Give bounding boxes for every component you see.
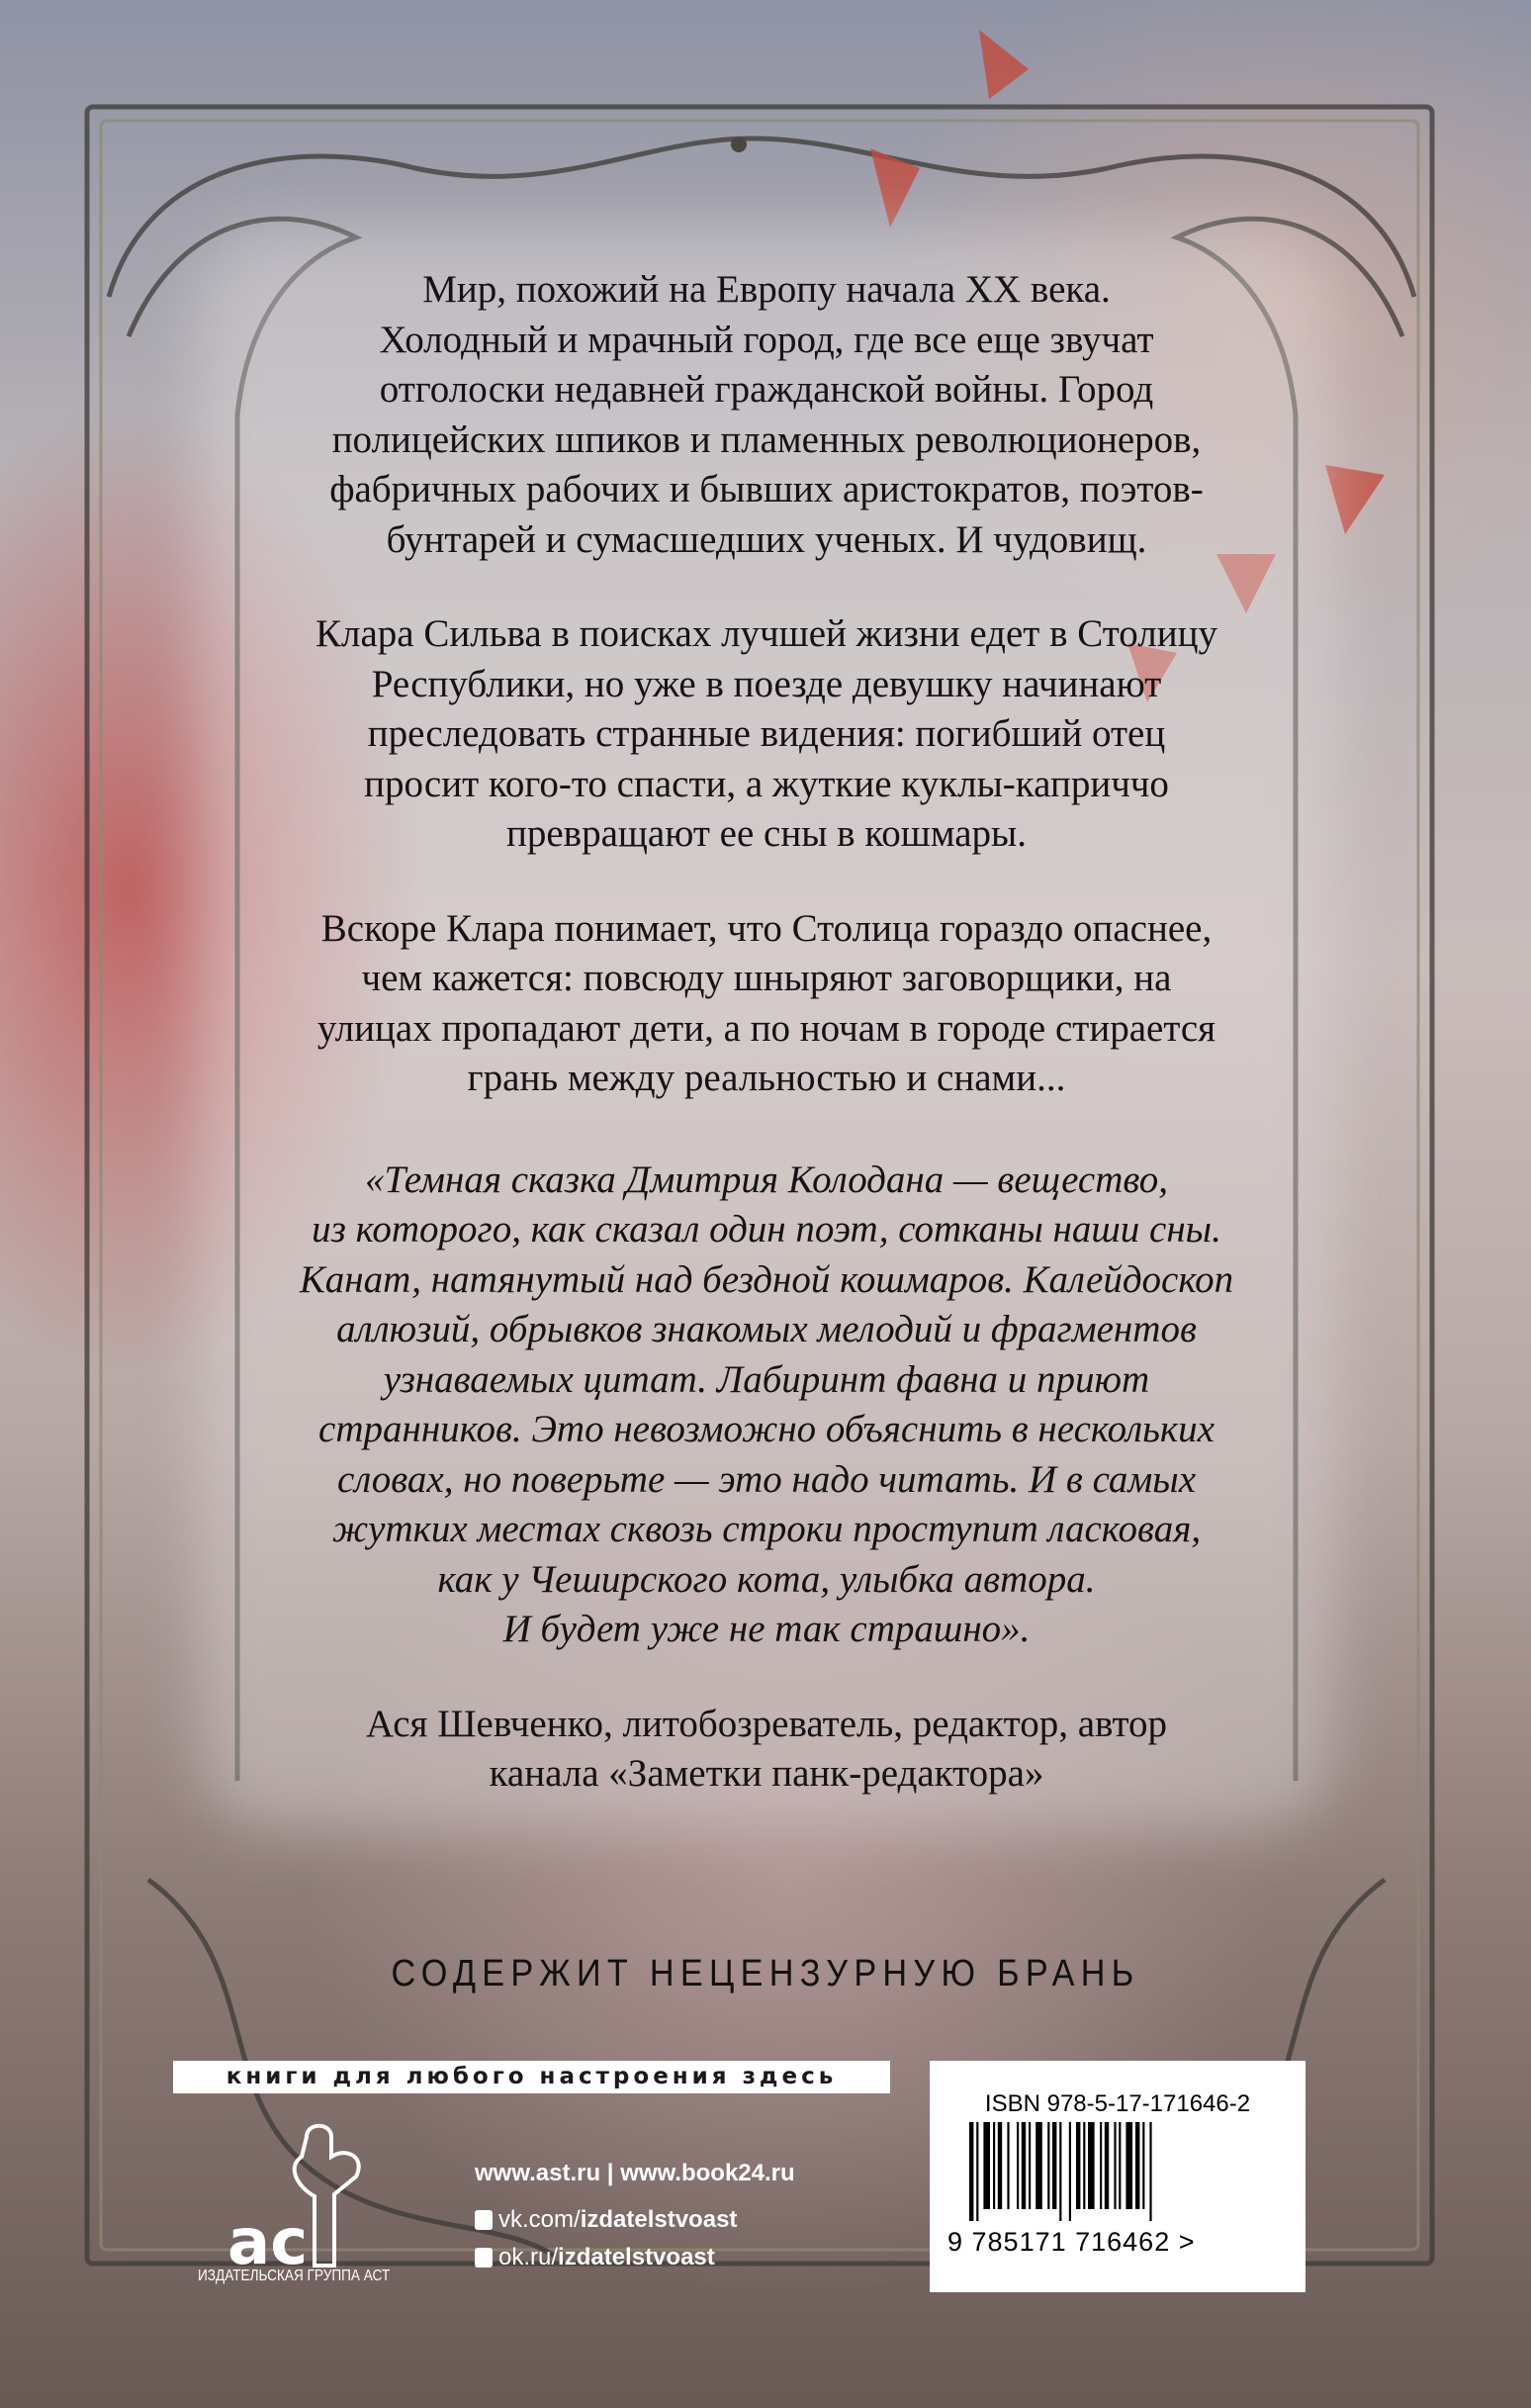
vk-link[interactable] [475, 2206, 737, 2234]
barcode-bar [1052, 2122, 1056, 2209]
ok-handle: izdatelstvoast [558, 2244, 715, 2270]
isbn-barcode-box [930, 2061, 1306, 2292]
review-quote [148, 1156, 1385, 1655]
blurb-paragraph-1 [148, 265, 1385, 565]
ok-link[interactable] [475, 2244, 715, 2271]
quote-line: как у Чеширского кота, улыбка автора. [437, 1557, 1096, 1601]
blurb-line: Мир, похожий на Европу начала XX века. [422, 268, 1111, 311]
blurb-paragraph-3 [148, 904, 1385, 1104]
isbn-label: ISBN 978-5-17-171646-2 [984, 2090, 1251, 2117]
publisher-sites[interactable]: www.ast.ru | www.book24.ru [475, 2160, 795, 2186]
ast-logo [198, 2117, 455, 2285]
barcode-bar [976, 2122, 978, 2221]
barcode-digits: 9 785171 716462 > [947, 2227, 1196, 2257]
barcode-bar [1105, 2122, 1109, 2209]
blurb-line: полицейских шпиков и пламенных революционеров, [331, 417, 1202, 461]
quote-line: жутких местах сквозь строки проступит ласковая, [331, 1508, 1202, 1550]
blurb-line: Вскоре Клара понимает, что Столица гораздо опаснее, [320, 906, 1213, 950]
quote-line: из которого, как сказал один поэт, сотканы наши сны. [312, 1208, 1221, 1250]
barcode-bar [1142, 2122, 1144, 2209]
svg-text:ac: ac [227, 2206, 309, 2279]
barcode-bar [1126, 2122, 1132, 2209]
vk-handle: izdatelstvoast [580, 2206, 738, 2233]
barcode-bar [993, 2122, 995, 2209]
blurb-line: Холодный и мрачный город, где все еще звучат [379, 318, 1154, 361]
text-column [148, 265, 1385, 1800]
slogan-banner: книги для любого настроения здесь [173, 2061, 890, 2093]
quote-line: «Темная сказка Дмитрия Колодана — вещество, [364, 1158, 1169, 1201]
attribution-line: канала «Заметки панк-редактора» [489, 1752, 1044, 1795]
ok-icon [475, 2248, 493, 2268]
ok-prefix: ok.ru/ [498, 2244, 559, 2270]
barcode-bar [1069, 2122, 1071, 2221]
publisher-caption: ИЗДАТЕЛЬСКАЯ ГРУППА АСТ [198, 2268, 391, 2284]
blurb-line: превращают ее сны в кошмары. [505, 812, 1027, 855]
blurb-line: фабричных рабочих и бывших аристократов, поэтов- [329, 468, 1204, 510]
blurb-line: отголоски недавней гражданской войны. Город [379, 368, 1154, 411]
barcode-bar [1135, 2122, 1139, 2209]
barcode-bar [969, 2122, 973, 2221]
barcode-bar [998, 2122, 1002, 2209]
blurb-line: преследовать странные видения: погибший отец [367, 712, 1166, 755]
quote-attribution [148, 1700, 1385, 1800]
barcode-bar [1017, 2122, 1019, 2209]
barcode-bar [1047, 2122, 1049, 2209]
barcode-bar [983, 2122, 990, 2209]
blurb-line: Республики, но уже в поезде девушку начинают [371, 662, 1162, 705]
barcode-bar [1149, 2122, 1151, 2221]
content-warning: СОДЕРЖИТ НЕЦЕНЗУРНУЮ БРАНЬ [391, 1953, 1140, 1994]
quote-line: узнаваемых цитат. Лабиринт фавна и приют [383, 1357, 1150, 1401]
quote-line: аллюзий, обрывков знакомых мелодий и фрагментов [336, 1308, 1197, 1350]
blurb-line: Клара Сильва в поисках лучшей жизни едет в Столицу [315, 612, 1217, 655]
vk-prefix: vk.com/ [498, 2206, 581, 2233]
blurb-line: чем кажется: повсюду шныряют заговорщики, на [361, 957, 1172, 999]
barcode-bar [1119, 2122, 1121, 2209]
blurb-line: бунтарей и сумасшедших ученых. И чудовищ. [386, 517, 1147, 561]
quote-line: Канат, натянутый над бездной кошмаров. Калейдоскоп [299, 1257, 1234, 1301]
blurb-line: улицах пропадают дети, а по ночам в городе стирается [316, 1006, 1216, 1050]
quote-line: словах, но поверьте — это надо читать. И в самых [336, 1457, 1197, 1501]
barcode-bar [1036, 2122, 1042, 2209]
blurb-line: грань между реальностью и снами... [467, 1057, 1066, 1099]
barcode-bar [1088, 2122, 1095, 2209]
attribution-line: Ася Шевченко, литобозреватель, редактор, автор [366, 1702, 1167, 1745]
barcode-bar [1100, 2122, 1102, 2209]
barcode-bar [1083, 2122, 1085, 2209]
vk-icon [475, 2210, 493, 2230]
barcode [969, 2122, 1266, 2221]
quote-line: странников. Это невозможно объяснить в нескольких [318, 1408, 1215, 1450]
barcode-bar [1059, 2122, 1061, 2221]
barcode-bar [1029, 2122, 1031, 2209]
blurb-paragraph-2 [148, 609, 1385, 860]
barcode-bar [1114, 2122, 1116, 2209]
blurb-line: просит кого-то спасти, а жуткие куклы-каприччо [364, 762, 1169, 805]
barcode-bar [1007, 2122, 1009, 2209]
barcode-bar [1022, 2122, 1026, 2209]
barcode-bar [1076, 2122, 1080, 2209]
quote-line: И будет уже не так страшно». [502, 1608, 1031, 1650]
